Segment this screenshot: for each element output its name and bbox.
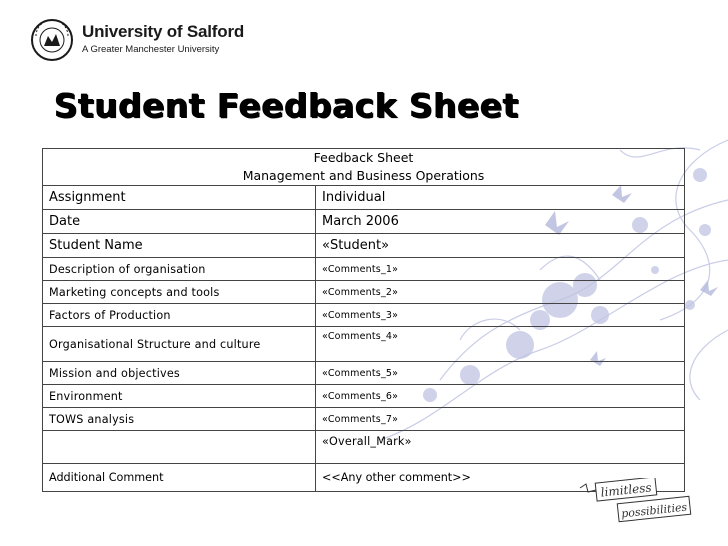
- row-label: Student Name: [43, 234, 316, 258]
- row-label: Factors of Production: [43, 304, 316, 327]
- row-label: Organisational Structure and culture: [43, 327, 316, 362]
- university-name: University of Salford: [82, 22, 245, 41]
- row-value: «Comments_2»: [316, 281, 685, 304]
- limitless-possibilities-stamp: [576, 478, 694, 524]
- university-subtitle: A Greater Manchester University: [82, 44, 220, 55]
- table-row: [43, 362, 685, 385]
- table-row: [43, 258, 685, 281]
- row-value: «Comments_7»: [316, 408, 685, 431]
- table-header-row: [43, 149, 685, 186]
- row-value: «Comments_1»: [316, 258, 685, 281]
- row-label: Additional Comment: [43, 464, 316, 492]
- row-label: Assignment: [43, 186, 316, 210]
- heading-line-1: Feedback Sheet: [313, 150, 414, 165]
- row-value: <<Any other comment>>: [316, 464, 685, 492]
- table-row: [43, 385, 685, 408]
- table-row: [43, 234, 685, 258]
- row-label: [43, 431, 316, 464]
- table-row: [43, 304, 685, 327]
- stamp-line-1: limitless: [600, 480, 653, 500]
- table-row: [43, 210, 685, 234]
- row-value: March 2006: [316, 210, 685, 234]
- row-label: Date: [43, 210, 316, 234]
- row-value: «Overall_Mark»: [316, 431, 685, 464]
- page-title: Student Feedback Sheet: [54, 86, 519, 125]
- heading-line-2: Management and Business Operations: [242, 168, 485, 183]
- row-label: Mission and objectives: [43, 362, 316, 385]
- row-value: «Comments_3»: [316, 304, 685, 327]
- table-heading: [43, 149, 685, 186]
- row-value: «Comments_6»: [316, 385, 685, 408]
- row-label: Marketing concepts and tools: [43, 281, 316, 304]
- row-label: Description of organisation: [43, 258, 316, 281]
- table-row: [43, 281, 685, 304]
- feedback-table: [42, 148, 685, 492]
- table-row: [43, 431, 685, 464]
- table-row: [43, 327, 685, 362]
- row-value: «Comments_5»: [316, 362, 685, 385]
- university-seal-icon: [30, 18, 74, 62]
- row-value: «Student»: [316, 234, 685, 258]
- row-value: Individual: [316, 186, 685, 210]
- stamp-line-2: possibilities: [620, 500, 688, 521]
- university-logo: [30, 18, 245, 66]
- row-value: «Comments_4»: [316, 327, 685, 362]
- row-label: Environment: [43, 385, 316, 408]
- row-label: TOWS analysis: [43, 408, 316, 431]
- table-row: [43, 408, 685, 431]
- table-row: [43, 186, 685, 210]
